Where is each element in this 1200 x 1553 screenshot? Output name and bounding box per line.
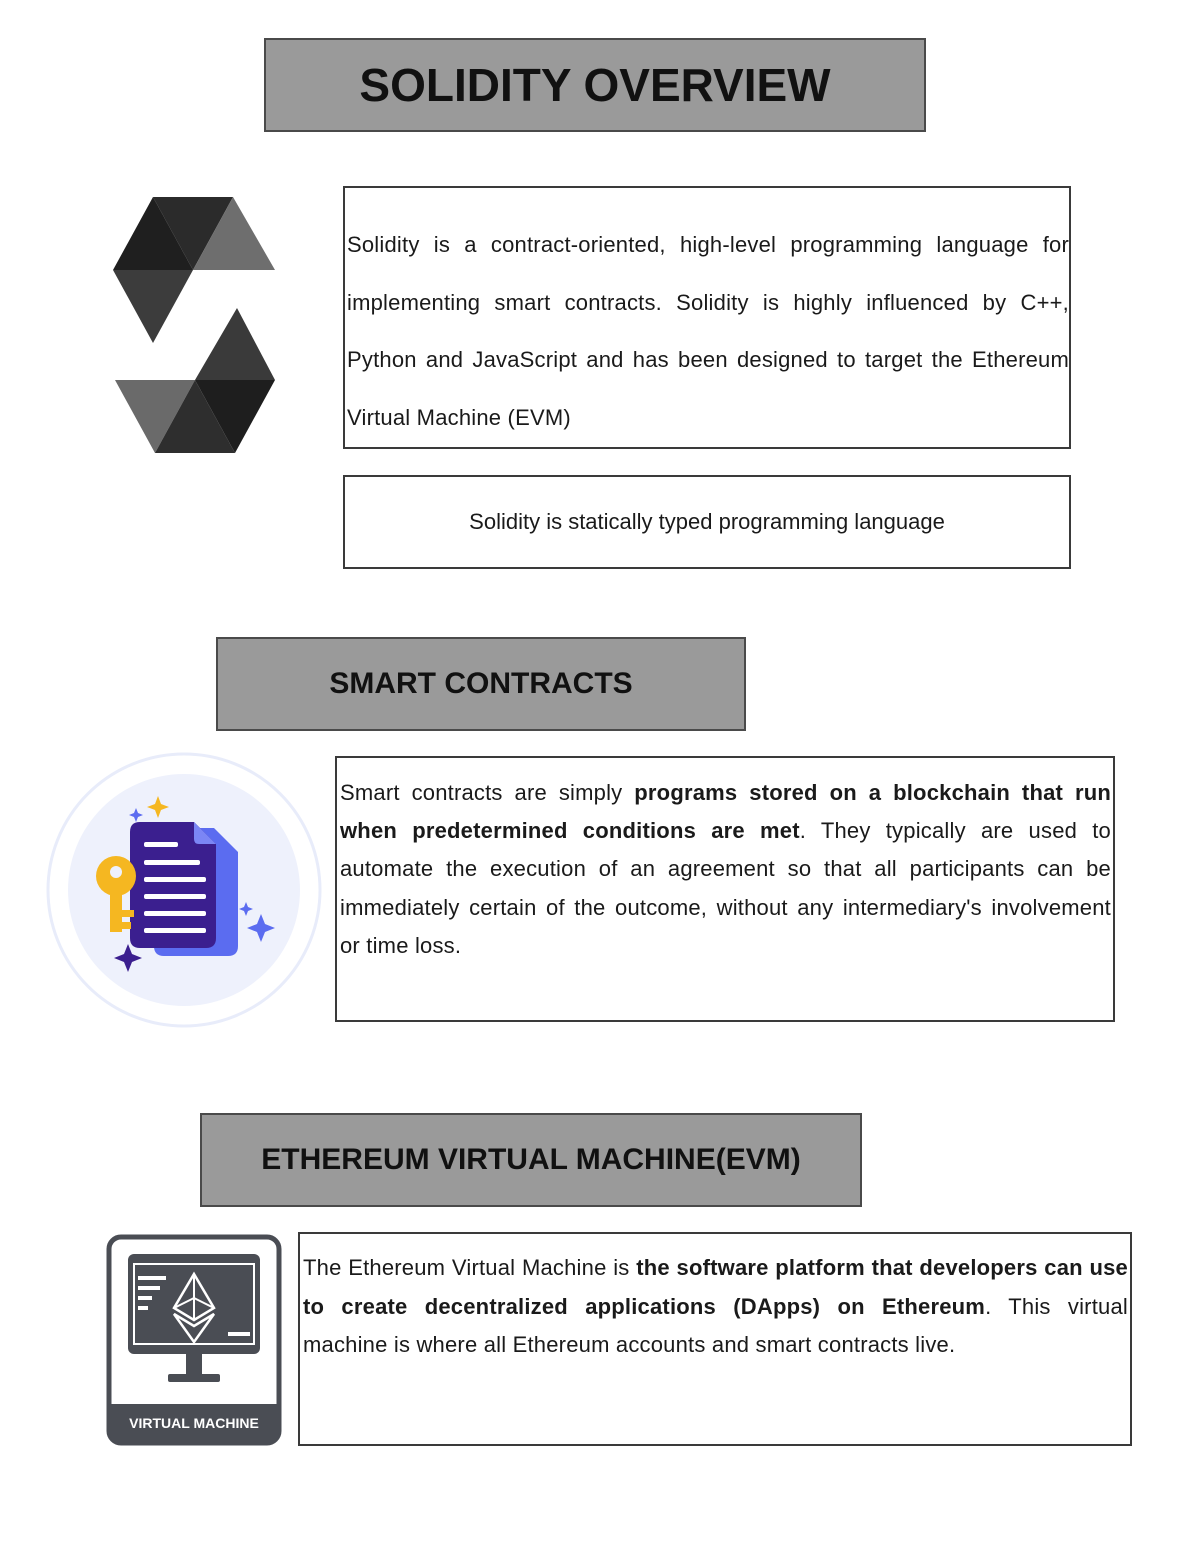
virtual-machine-label: VIRTUAL MACHINE <box>129 1415 259 1431</box>
evm-text-rest: . This virtual machine is where all Ethereum accounts and smart contracts live. <box>303 1293 1128 1357</box>
evm-heading: ETHEREUM VIRTUAL MACHINE(EVM) <box>200 1113 862 1207</box>
evm-text-emphasis: the software platform that developers can use to create decentralized applications (DApps) on Ethereum <box>303 1255 1128 1319</box>
evm-text-intro: The Ethereum Virtual Machine is <box>303 1255 637 1280</box>
smart-contracts-text-emphasis: programs stored on a blockchain that run when predetermined conditions are met <box>340 780 1111 844</box>
evm-text <box>303 1249 1128 1365</box>
virtual-machine-icon <box>106 1234 282 1446</box>
solidity-logo-icon <box>110 195 280 457</box>
smart-contract-document-icon <box>44 750 324 1030</box>
evm-box <box>298 1232 1132 1446</box>
smart-contracts-box <box>335 756 1115 1022</box>
overview-description-box <box>343 186 1071 449</box>
smart-contracts-heading: SMART CONTRACTS <box>216 637 746 731</box>
smart-contracts-text-rest: . They typically are used to automate the execution of an agreement so that all participants can be immediately certain of the outcome, without any intermediary's involvement or time loss. <box>340 818 1111 958</box>
smart-contracts-text-intro: Smart contracts are simply <box>340 780 635 805</box>
overview-description: Solidity is a contract-oriented, high-level programming language for implementing smart contracts. Solidity is highly influenced by C++, Python and JavaScript and has been designed to target the Ethereum Virtual Machine (EVM) <box>347 232 1069 430</box>
page-title: SOLIDITY OVERVIEW <box>264 38 926 132</box>
typing-note-box <box>343 475 1071 569</box>
typing-note: Solidity is statically typed programming language <box>469 509 945 534</box>
smart-contracts-text <box>340 774 1111 965</box>
